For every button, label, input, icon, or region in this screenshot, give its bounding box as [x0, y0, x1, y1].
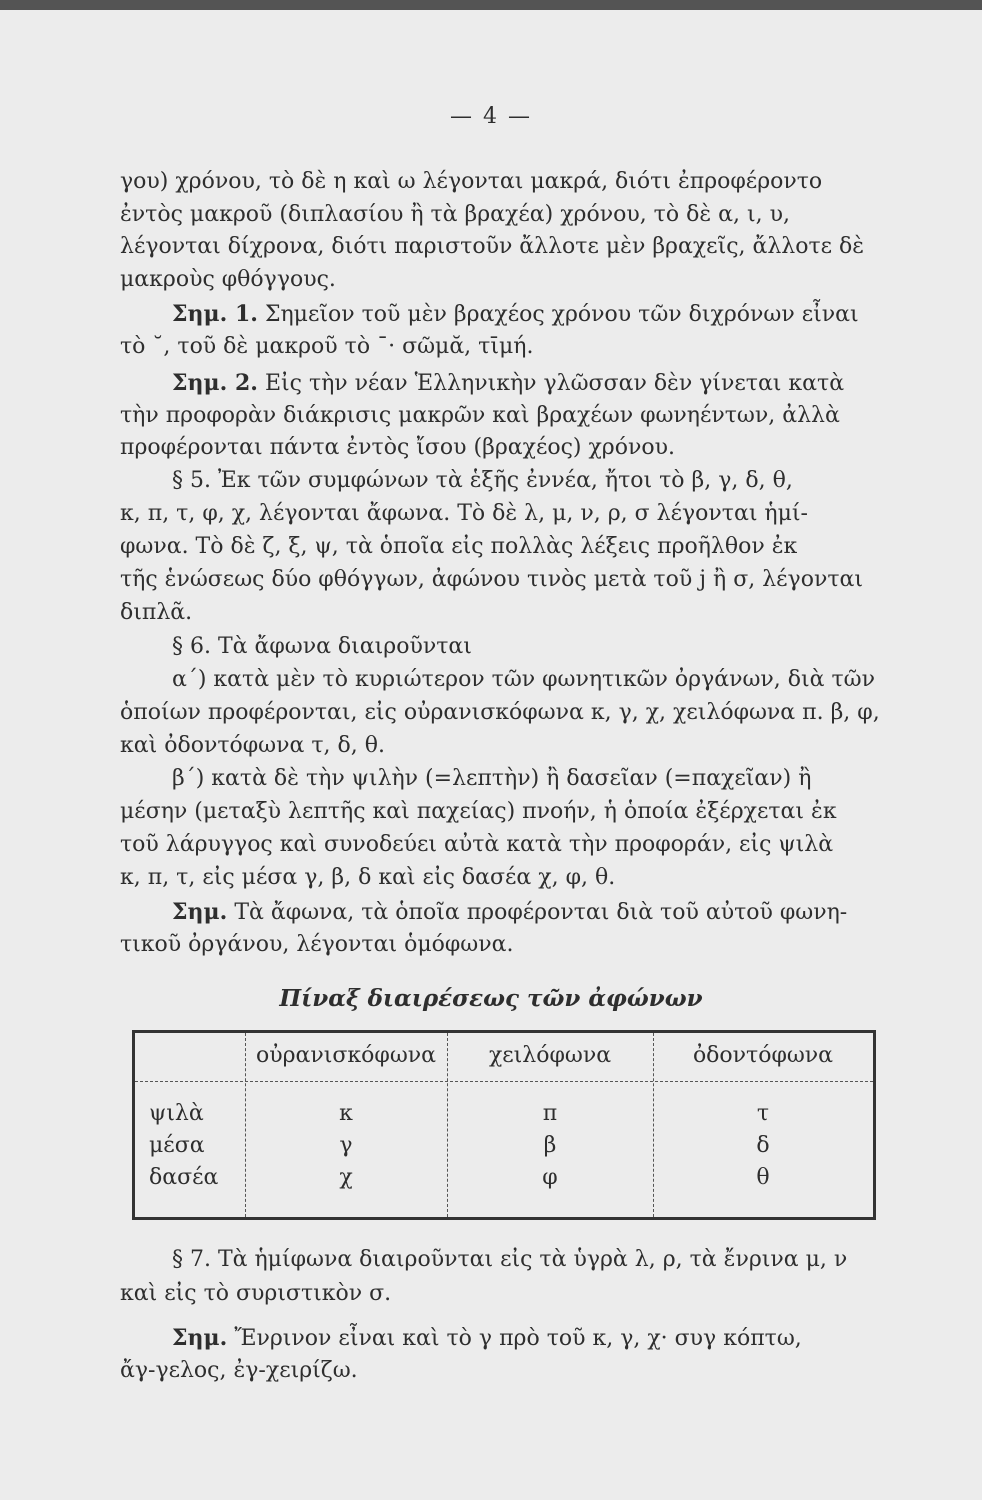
- text-line: α΄) κατὰ μὲν τὸ κυριώτερον τῶν φωνητικῶν ὀργάνων, διὰ τῶν: [172, 667, 875, 692]
- note-4: [172, 1324, 802, 1353]
- row-label: ψιλὰ: [149, 1101, 204, 1126]
- text-line: καὶ εἰς τὸ συριστικὸν σ.: [120, 1281, 392, 1306]
- table-title: Πίναξ διαιρέσεως τῶν ἀφώνων: [279, 985, 703, 1012]
- table-cell: π: [542, 1101, 558, 1126]
- text-line: τὴν προφορὰν διάκρισις μακρῶν καὶ βραχέων φωνηέντων, ἀλλὰ: [120, 403, 840, 428]
- table-header: οὐρανισκόφωνα: [256, 1043, 436, 1068]
- note-3: [172, 898, 847, 927]
- consonant-table: [132, 1030, 876, 1220]
- table-header: χειλόφωνα: [488, 1043, 612, 1068]
- text-line: β΄) κατὰ δὲ τὴν ψιλὴν (=λεπτὴν) ἢ δασεῖαν (=παχεῖαν) ἢ: [172, 766, 812, 791]
- text-line: καὶ ὀδοντόφωνα τ, δ, θ.: [120, 733, 385, 758]
- note-text: Τὰ ἄφωνα, τὰ ὁποῖα προφέρονται διὰ τοῦ αὐτοῦ φωνη-: [234, 900, 848, 925]
- text-line: τοῦ λάρυγγος καὶ συνοδεύει αὐτὰ κατὰ τὴν προφοράν, εἰς ψιλὰ: [120, 832, 834, 857]
- text-line: μακροὺς φθόγγους.: [120, 267, 336, 292]
- section-7-line: § 7. Τὰ ἡμίφωνα διαιροῦνται εἰς τὰ ὑγρὰ λ, ρ, τὰ ἔνρινα μ, ν: [172, 1247, 848, 1272]
- text-line: κ, π, τ, φ, χ, λέγονται ἄφωνα. Τὸ δὲ λ, μ, ν, ρ, σ λέγονται ἡμί-: [120, 501, 808, 526]
- text-line: λέγονται δίχρονα, διότι παριστοῦν ἄλλοτε μὲν βραχεῖς, ἄλλοτε δὲ: [120, 234, 865, 259]
- note-1: [172, 300, 859, 329]
- text-line: ἄγ-γελος, ἐγ-χειρίζω.: [120, 1358, 358, 1383]
- table-cell: δ: [756, 1133, 770, 1158]
- text-line: γου) χρόνου, τὸ δὲ η καὶ ω λέγονται μακρά, διότι ἐπροφέροντο: [120, 169, 823, 194]
- page-number: — 4 —: [450, 104, 532, 129]
- note-text: Ἔνρινον εἶναι καὶ τὸ γ πρὸ τοῦ κ, γ, χ· συγ κόπτω,: [234, 1326, 802, 1351]
- table-cell: κ: [339, 1101, 353, 1126]
- text-line: κ, π, τ, εἰς μέσα γ, β, δ καὶ εἰς δασέα χ, φ, θ.: [120, 865, 616, 890]
- text-line: διπλᾶ.: [120, 600, 193, 625]
- table-cell: θ: [756, 1165, 770, 1190]
- text-line: τικοῦ ὀργάνου, λέγονται ὁμόφωνα.: [120, 932, 514, 957]
- note-label: Σημ. 1.: [172, 301, 258, 327]
- table-cell: φ: [542, 1165, 558, 1190]
- note-label: Σημ.: [172, 899, 228, 925]
- note-label: Σημ. 2.: [172, 370, 258, 396]
- text-line: ὁποίων προφέρονται, εἰς οὐρανισκόφωνα κ, γ, χ, χειλόφωνα π. β, φ,: [120, 700, 880, 725]
- text-line: φωνα. Τὸ δὲ ζ, ξ, ψ, τὰ ὁποῖα εἰς πολλὰς λέξεις προῆλθον ἐκ: [120, 534, 798, 559]
- text-line: τὸ ˘, τοῦ δὲ μακροῦ τὸ ¯· σῶμᾰ, τῑμή.: [120, 334, 534, 359]
- text-line: μέσην (μεταξὺ λεπτῆς καὶ παχείας) πνοήν, ἡ ὁποία ἐξέρχεται ἐκ: [120, 799, 837, 824]
- section-5-line: § 5. Ἐκ τῶν συμφώνων τὰ ἑξῆς ἐννέα, ἤτοι τὸ β, γ, δ, θ,: [172, 468, 793, 493]
- table-cell: γ: [339, 1133, 353, 1158]
- text-line: ἐντὸς μακροῦ (διπλασίου ἢ τὰ βραχέα) χρόνου, τὸ δὲ α, ι, υ,: [120, 202, 790, 227]
- table-cell: χ: [339, 1165, 353, 1190]
- table-cell: τ: [756, 1101, 770, 1126]
- text-line: τῆς ἑνώσεως δύο φθόγγων, ἀφώνου τινὸς μετὰ τοῦ j ἢ σ, λέγονται: [120, 567, 863, 592]
- row-label: μέσα: [149, 1133, 205, 1158]
- note-label: Σημ.: [172, 1325, 228, 1351]
- note-text: Σημεῖον τοῦ μὲν βραχέος χρόνου τῶν διχρόνων εἶναι: [264, 302, 859, 327]
- scan-edge: [0, 0, 982, 10]
- table-cell: β: [543, 1133, 557, 1158]
- row-label: δασέα: [149, 1165, 219, 1190]
- table-header: ὀδοντόφωνα: [692, 1043, 834, 1068]
- text-line: προφέρονται πάντα ἐντὸς ἴσου (βραχέος) χρόνου.: [120, 435, 675, 460]
- note-text: Εἰς τὴν νέαν Ἑλληνικὴν γλῶσσαν δὲν γίνεται κατὰ: [264, 371, 845, 396]
- section-6-line: § 6. Τὰ ἄφωνα διαιροῦνται: [172, 634, 472, 659]
- note-2: [172, 369, 844, 398]
